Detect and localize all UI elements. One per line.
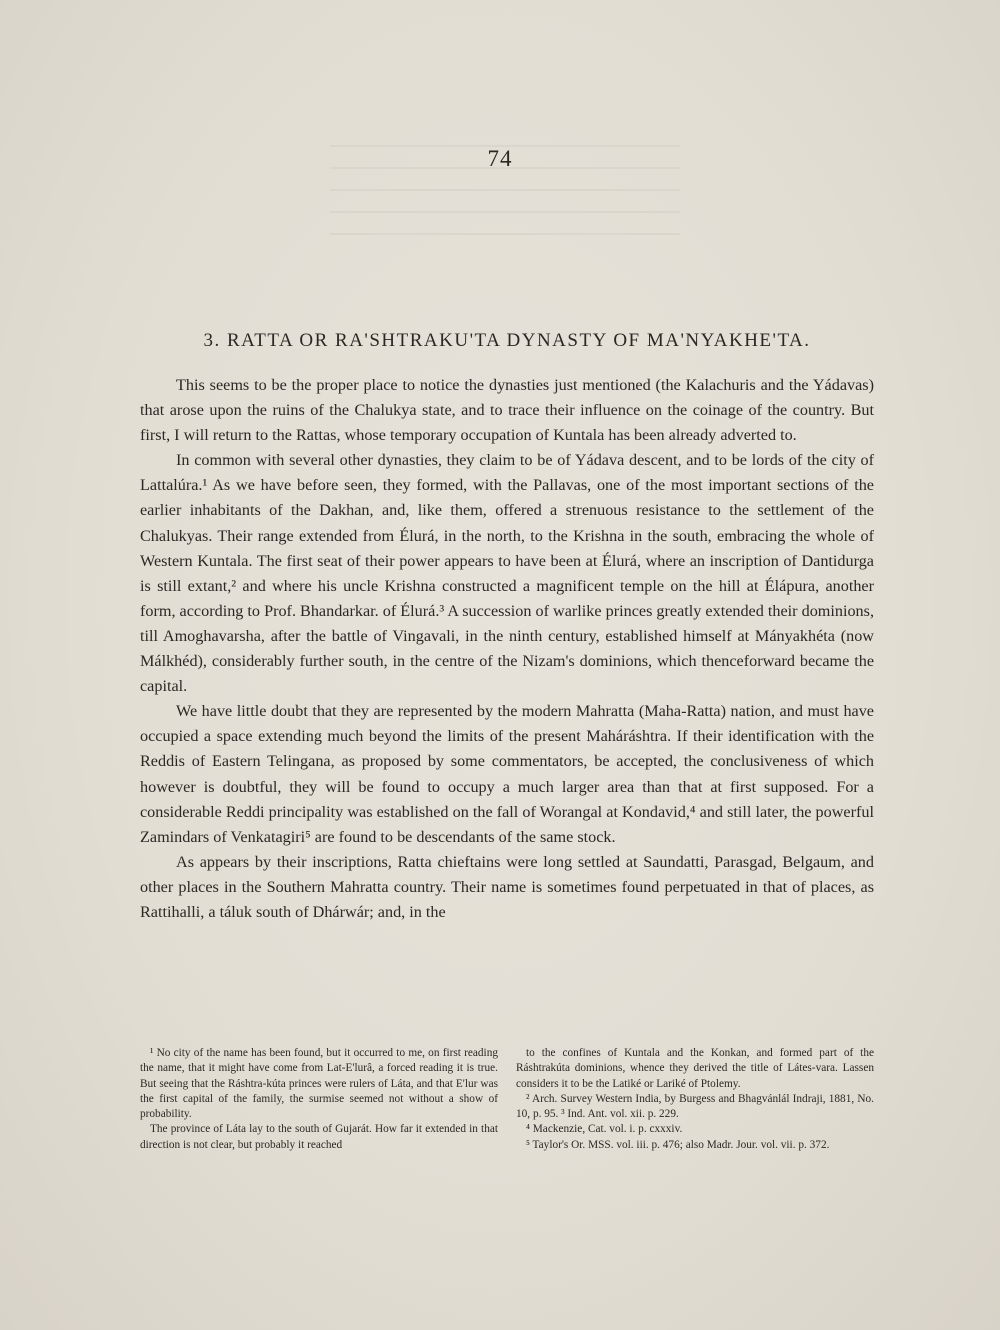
paragraph: We have little doubt that they are represented by the modern Mahratta (Maha-Ratta) nation, and must have occupied a space extending much beyond the limits of the present Maháráshtra. If their identification with the Reddis of Eastern Telingana, as proposed by some commentators, be accepted, the conclusiveness of which however is doubtful, they will be found to occupy a much larger area than that at first supposed. For a considerable Reddi principality was established on the fall of Worangal at Kondavid,⁴ and still later, the powerful Zamindars of Venkatagiri⁵ are found to be descendants of the same stock. — [140, 702, 874, 846]
paragraph: In common with several other dynasties, they claim to be of Yádava descent, and to be lords of the city of Lattalúra.¹ As we have before seen, they formed, with the Pallavas, one of the most important sections of the earlier inhabitants of the Dakhan, and, like them, offered a strenuous resistance to the settlement of the Chalukyas. Their range extended from Élurá, in the north, to the Krishna in the south, embracing the whole of Western Kuntala. The first seat of their power appears to have been at Élurá, where an inscription of Dantidurga is still extant,² and where his uncle Krishna constructed a magnificent temple on the hill at Élápura, another form, according to Prof. Bhandarkar. of Élurá.³ A succession of warlike princes greatly extended their dominions, till Amoghavarsha, after the battle of Vingavali, in the ninth century, established himself at Mányakhéta (now Málkhéd), considerably further south, in the centre of the Nizam's dominions, which thenceforward became the capital. — [140, 451, 874, 696]
footnote: ⁵ Taylor's Or. MSS. vol. iii. p. 476; also Madr. Jour. vol. vii. p. 372. — [526, 1138, 830, 1151]
footnote: ⁴ Mackenzie, Cat. vol. i. p. cxxxiv. — [526, 1123, 683, 1136]
paragraph: This seems to be the proper place to notice the dynasties just mentioned (the Kalachuris and the Yádavas) that arose upon the ruins of the Chalukya state, and to trace their influence on the coinage of the country. But first, I will return to the Rattas, whose temporary occupation of Kuntala has been already adverted to. — [140, 376, 874, 445]
paragraph: As appears by their inscriptions, Ratta chieftains were long settled at Saundatti, Parasgad, Belgaum, and other places in the Southern Mahratta country. Their name is sometimes found perpetuated in that of places, as Rattihalli, a táluk south of Dhárwár; and, in the — [140, 852, 874, 921]
footnote: ² Arch. Survey Western India, by Burgess and Bhagvánlál Indraji, 1881, No. 10, p. 95. ³ Ind. Ant. vol. xii. p. 229. — [516, 1092, 874, 1121]
body-text — [140, 373, 874, 925]
section-heading: 3. RATTA OR RA'SHTRAKU'TA DYNASTY OF MA'NYAKHE'TA. — [203, 330, 811, 351]
page-number: 74 — [487, 146, 513, 171]
footnote: The province of Láta lay to the south of Gujarát. How far it extended in that direction is not clear, but probably it reached — [140, 1123, 498, 1151]
footnote: ¹ No city of the name has been found, but it occurred to me, on first reading the name, that it might have come from Lat-E'lurâ, a forced reading it is true. But seeing that the Ráshtra-kúta princes were rulers of Láta, and that E'lur was the first capital of the family, the surmise seemed not without a show of probability. — [140, 1047, 498, 1121]
footnotes — [140, 1046, 874, 1153]
footnotes-left-column — [140, 1046, 498, 1153]
footnote: to the confines of Kuntala and the Konkan, and formed part of the Ráshtrakúta dominions, whence they derived the title of Látes-vara. Lassen considers it to be the Latiké or Lariké of Ptolemy. — [516, 1047, 874, 1090]
footnotes-right-column — [516, 1046, 874, 1153]
